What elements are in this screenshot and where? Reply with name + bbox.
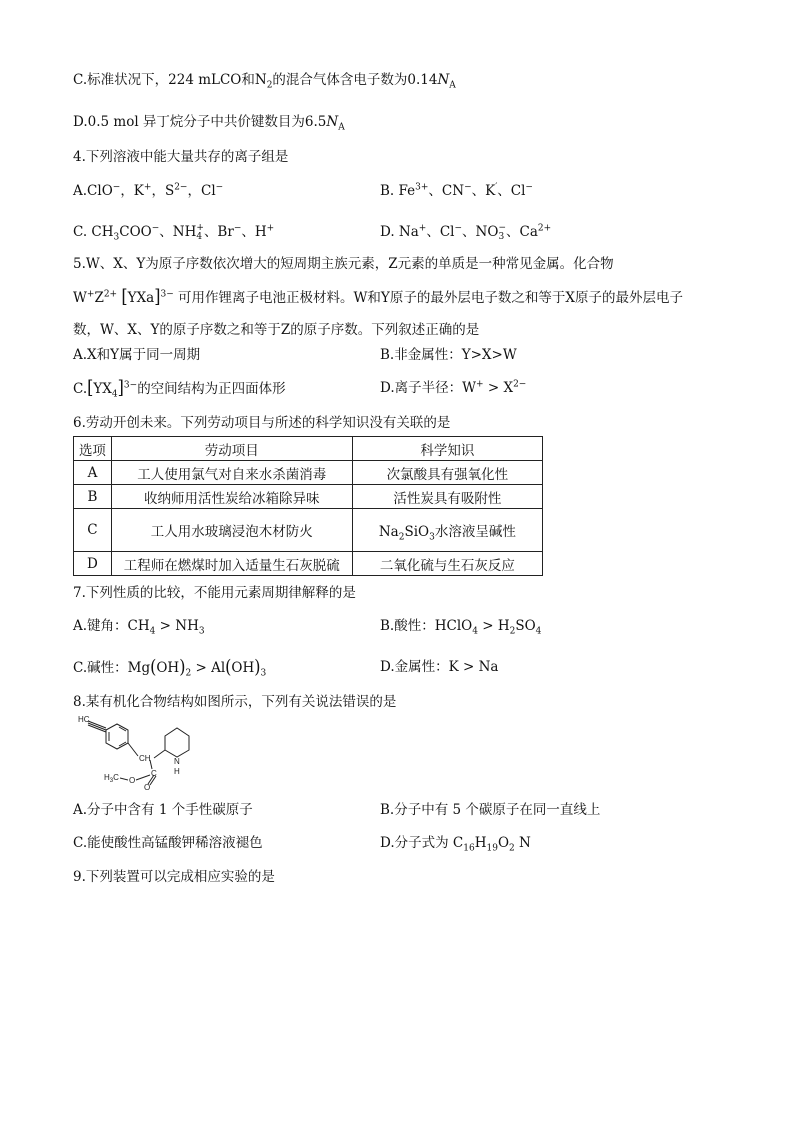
q5-option-d: D.离子半径：$W^+ > X^{2-}$	[380, 379, 527, 396]
molecule-label-ch: CH	[139, 754, 151, 763]
q8-option-d: D.分子式为 $C_{16}H_{19}O_2$ N	[380, 835, 531, 854]
table-cell-knowledge: 活性炭具有吸附性	[352, 485, 542, 509]
q4-option-a: A.ClO−，K+，$S^{2-}$，Cl−	[73, 182, 224, 199]
table-cell-task: 收纳师用活性炭给冰箱除异味	[111, 485, 352, 509]
molecule-label-h3c: $H_3C$	[104, 773, 119, 784]
table-cell-task: 工人用水玻璃浸泡木材防火	[111, 509, 352, 552]
table-cell-knowledge: 次氯酸具有强氧化性	[352, 461, 542, 485]
q8-stem: 8.某有机化合物结构如图所示，下列有关说法错误的是	[73, 694, 397, 710]
q5-option-b: B.非金属性：Y>X>W	[380, 347, 517, 363]
table-cell-task: 工人使用氯气对自来水杀菌消毒	[111, 461, 352, 485]
q4-option-d: D. Na+、Cl−、NO − 3 、$Ca^{2+}$	[380, 222, 552, 242]
table-cell-knowledge: $Na_2SiO_3$水溶液呈碱性	[352, 509, 542, 552]
q4-stem: 4.下列溶液中能大量共存的离子组是	[73, 149, 289, 165]
q5-stem-line1: 5.W、X、Y为原子序数依次增大的短周期主族元素，Z元素的单质是一种常见金属。化合物	[73, 256, 614, 272]
table-header-row	[74, 437, 543, 461]
q5-stem-line3: 数，W、X、Y的原子序数之和等于Z的原子序数。下列叙述正确的是	[73, 322, 480, 338]
table-cell-option: C	[74, 509, 112, 552]
q8-option-b: B.分子中有 5 个碳原子在同一直线上	[380, 802, 601, 818]
q6-stem: 6.劳动开创未来。下列劳动项目与所述的科学知识没有关联的是	[73, 415, 451, 431]
q7-stem: 7.下列性质的比较，不能用元素周期律解释的是	[73, 585, 356, 601]
table-cell-option: B	[74, 485, 112, 509]
molecule-label-c: C	[151, 769, 157, 778]
molecule-label-o2: O	[144, 783, 151, 790]
table-header-cell: 选项	[74, 437, 112, 461]
q7-option-c: C.碱性：$Mg(OH)_2 > Al(OH)_3$	[73, 655, 267, 679]
table-cell-knowledge: 二氧化硫与生石灰反应	[352, 552, 542, 576]
table-row	[74, 461, 543, 485]
q4-option-c: C. $CH_3COO^-$、NH + 4 、Br−、H+	[73, 222, 275, 243]
molecule-structure-figure	[76, 714, 206, 790]
q7-option-a: A.键角：$CH_4 > NH_3$	[73, 618, 205, 637]
q7-option-d: D.金属性：K > Na	[380, 659, 499, 675]
q7-option-b: B.酸性：HClO$_4$ > $H_2SO_4$	[380, 618, 542, 637]
q5-option-a: A.X和Y属于同一周期	[73, 347, 201, 363]
molecule-label-hc: HC	[78, 715, 90, 724]
q3-option-c: C.标准状况下，224 mLCO和$N_2$的混合气体含电子数为$0.14N_A$	[73, 72, 456, 91]
q9-stem: 9.下列装置可以完成相应实验的是	[73, 869, 275, 885]
table-row	[74, 485, 543, 509]
table-cell-option: D	[74, 552, 112, 576]
q4-option-b: B. $Fe^{3+}$、CN−、K′、Cl−	[380, 182, 533, 199]
table-header-cell: 劳动项目	[111, 437, 352, 461]
q8-option-a: A.分子中含有 1 个手性碳原子	[73, 802, 253, 818]
q5-option-c: $C.[YX_4]^{3-}$的空间结构为正四面体形	[73, 376, 286, 400]
molecule-label-o: O	[129, 776, 136, 785]
molecule-label-h: H	[174, 767, 180, 776]
table-row	[74, 509, 543, 552]
q8-option-c: C.能使酸性高锰酸钾稀溶液褪色	[73, 835, 263, 851]
q6-table	[73, 436, 543, 576]
table-row	[74, 552, 543, 576]
table-cell-option: A	[74, 461, 112, 485]
table-cell-task: 工程师在燃煤时加入适量生石灰脱硫	[111, 552, 352, 576]
q3-option-d: D.0.5 mol 异丁烷分子中共价键数目为$6.5N_A$	[73, 114, 345, 133]
q5-stem-line2: $W^+Z^{2+}$ [YXa]$^{3-}$ 可用作锂离子电池正极材料。W和Y原子的最外层电子数之和等于X原子的最外层电子	[73, 285, 683, 308]
molecule-label-n: N	[174, 757, 180, 766]
table-header-cell: 科学知识	[352, 437, 542, 461]
